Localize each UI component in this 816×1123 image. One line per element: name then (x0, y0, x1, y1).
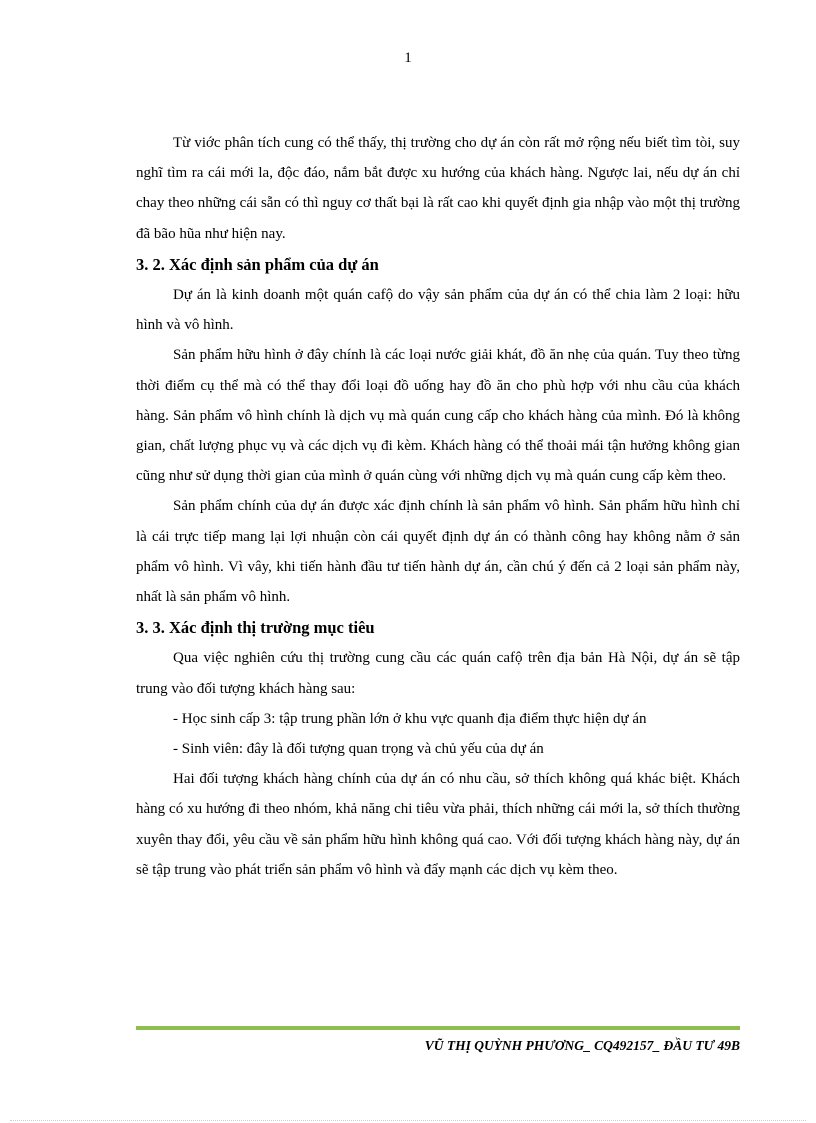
section-heading-3-3: 3. 3. Xác định thị trường mục tiêu (136, 618, 375, 638)
page-edge-divider (10, 1120, 806, 1121)
page-number: 1 (404, 50, 412, 66)
paragraph-3-2-a: Dự án là kinh doanh một quán cafộ do vậy sản phẩm của dự án có thể chia làm 2 loại: hữu hình và vô hình. (136, 287, 740, 334)
document-body (136, 128, 740, 885)
bullet-item-university: - Sinh viên: đây là đối tượng quan trọng và chủ yếu của dự án (173, 741, 544, 758)
paragraph-3-3-a: Qua việc nghiên cứu thị trường cung cầu các quán cafộ trên địa bản Hà Nội, dự án sẽ tập trung vào đối tượng khách hàng sau: (136, 650, 740, 697)
footer-author: VŨ THỊ QUỲNH PHƯƠNG_ CQ492157_ ĐẦU TƯ 49B (424, 1038, 740, 1053)
paragraph-3-3-b: Hai đối tượng khách hàng chính của dự án có nhu cầu, sở thích không quá khác biệt. Khách hàng có xu hướng đi theo nhóm, khả năng chi tiêu vừa phải, thích những cái mới la, sở thích thường xuyên thay đổi, yêu cầu về sản phẩm hữu hình không quá cao. Với đối tượng khách hàng này, dự án sẽ tập trung vào phát triển sản phẩm vô hình và đẩy mạnh các dịch vụ kèm theo. (136, 771, 740, 878)
bullet-item-students: - Học sinh cấp 3: tập trung phần lớn ở khu vực quanh địa điểm thực hiện dự án (173, 710, 647, 727)
paragraph-intro: Từ viớc phân tích cung có thể thấy, thị trường cho dự án còn rất mở rộng nếu biết tìm tòi, suy nghĩ tìm ra cái mới la, độc đáo, nắm bắt được xu hướng của khách hàng. Ngược lai, nếu dự án chỉ chay theo những cái sẵn có thì nguy cơ thất bại là rất cao khi quyết định gia nhập vào một thị trường đã bão hũa như hiện nay. (136, 135, 740, 242)
paragraph-3-2-b: Sản phẩm hữu hình ở đây chính là các loại nước giải khát, đồ ăn nhẹ của quán. Tuy theo từng thời điểm cụ thể mà có thể thay đổi loại đồ uống hay đồ ăn cho phù hợp với nhu cầu của khách hàng. Sản phẩm vô hình chính là dịch vụ mà quán cung cấp cho khách hàng của mình. Đó là không gian, chất lượng phục vụ và các dịch vụ đi kèm. Khách hàng có thể thoải mái tận hưởng không gian cũng như sử dụng thời gian của mình ở quán cùng với những dịch vụ mà quán cung cấp kèm theo. (136, 347, 740, 485)
footer-divider (136, 1026, 740, 1030)
paragraph-3-2-c: Sản phẩm chính của dự án được xác định chính là sản phẩm vô hình. Sản phẩm hữu hình chỉ là cái trực tiếp mang lại lợi nhuận còn cái quyết định dự án có thành công hay không nằm ở sản phẩm vô hình. Vì vây, khi tiến hành đầu tư tiến hành dự án, cần chú ý đến cả 2 loại sản phẩm này, nhất là sản phẩm vô hình. (136, 498, 740, 606)
section-heading-3-2: 3. 2. Xác định sản phẩm của dự án (136, 254, 379, 274)
